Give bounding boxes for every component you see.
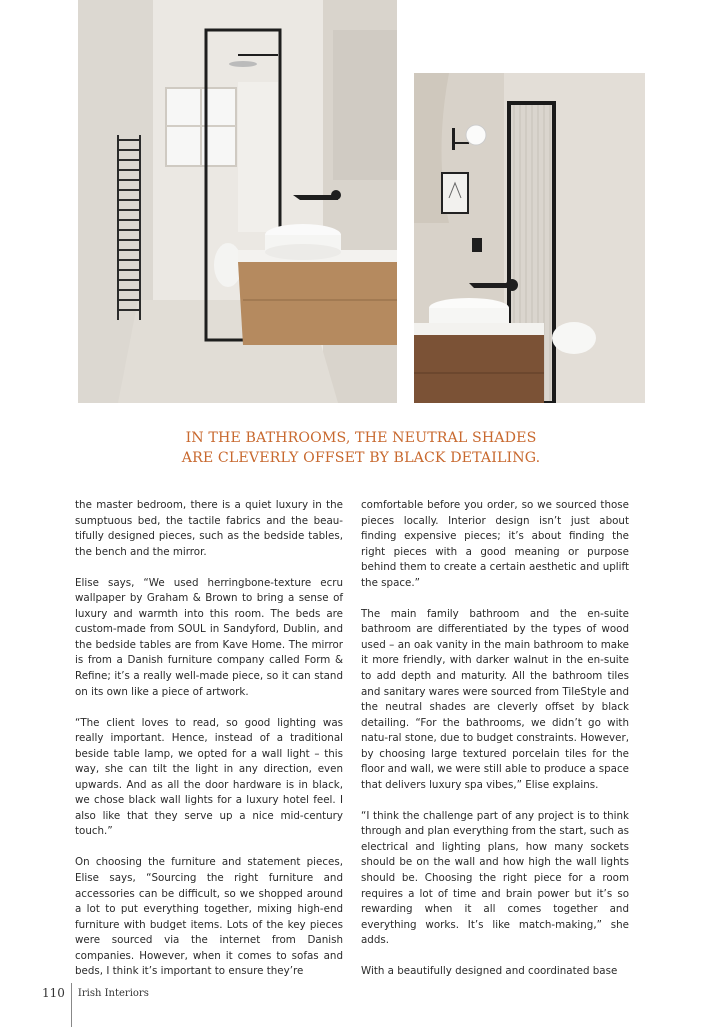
paragraph: “I think the challenge part of any project is to think through and plan everything from the start, such as electrical and lighting plans, how many sockets should be on the wall and how high the wall lights should be. Choosing the right piece for a room requires a lot of time and brain power but it’s so rewarding when it all comes together and everything works. It’s like match-making,” she adds. <box>361 809 629 947</box>
pull-quote-line-2: ARE CLEVERLY OFFSET BY BLACK DETAILING. <box>181 450 541 466</box>
pull-quote-line-1: IN THE BATHROOMS, THE NEUTRAL SHADES <box>185 430 537 446</box>
paragraph: the master bedroom, there is a quiet luxury in the sumptuous bed, the tactile fabrics and the beau-tifully designed pieces, such as the bedside tables, the bench and the mirror. <box>75 499 343 558</box>
paragraph: The main family bathroom and the en-suite bathroom are differentiated by the types of wood used – an oak vanity in the main bathroom to make it more friendly, with darker walnut in the en-suite to add depth and maturity. All the bathroom tiles and sanitary wares were sourced from TileStyle and the neutral shades are cleverly offset by black detailing. “For the bathrooms, we didn’t go with natu-ral stone, due to budget constraints. However, by choosing large textured porcelain tiles for the floor and wall, we were still able to produce a space that delivers luxury spa vibes,” Elise explains. <box>361 607 629 791</box>
page-number: 110 <box>42 986 65 1000</box>
paragraph: With a beautifully designed and coordinated base <box>361 965 618 978</box>
paragraph: On choosing the furniture and statement pieces, Elise says, “Sourcing the right furniture and accessories can be difficult, so we shopped around a lot to put everything together, mixing high-end furniture with budget items. Lots of the key pieces were sourced via the internet from Danish companies. However, when it comes to sofas and beds, I think it’s important to ensure they’re <box>75 856 343 978</box>
paragraph: “The client loves to read, so good lighting was really important. Hence, instead of a traditional beside table lamp, we opted for a wall light – this way, she can tilt the light in any direction, even upwards. And as all the door hardware is in black, we chose black wall lights for a luxury hotel feel. I also like that they serve up a nice mid-century touch.” <box>75 716 343 838</box>
bathroom-photo <box>78 0 397 403</box>
publication-name: Irish Interiors <box>77 987 149 999</box>
paragraph: Elise says, “We used herringbone-texture ecru wallpaper by Graham & Brown to bring a sense of luxury and warmth into this room. The beds are custom-made from SOUL in Sandyford, Dublin, and the bedside tables are from Kave Home. The mirror is from a Danish furniture company called Form & Refine; it’s a really well-made piece, so it can stand on its own like a piece of artwork. <box>75 576 343 698</box>
ensuite-photo <box>414 73 645 403</box>
paragraph: comfortable before you order, so we sourced those pieces locally. Interior design isn’t just about finding expensive pieces; it’s about finding the right pieces with a good meaning or purpose behind them to create a certain aesthetic and uplift the space.” <box>361 499 629 589</box>
footer-divider <box>71 983 72 1027</box>
right-column <box>361 498 629 995</box>
page-footer <box>42 986 149 1000</box>
left-column <box>75 498 343 995</box>
pull-quote <box>150 428 572 468</box>
